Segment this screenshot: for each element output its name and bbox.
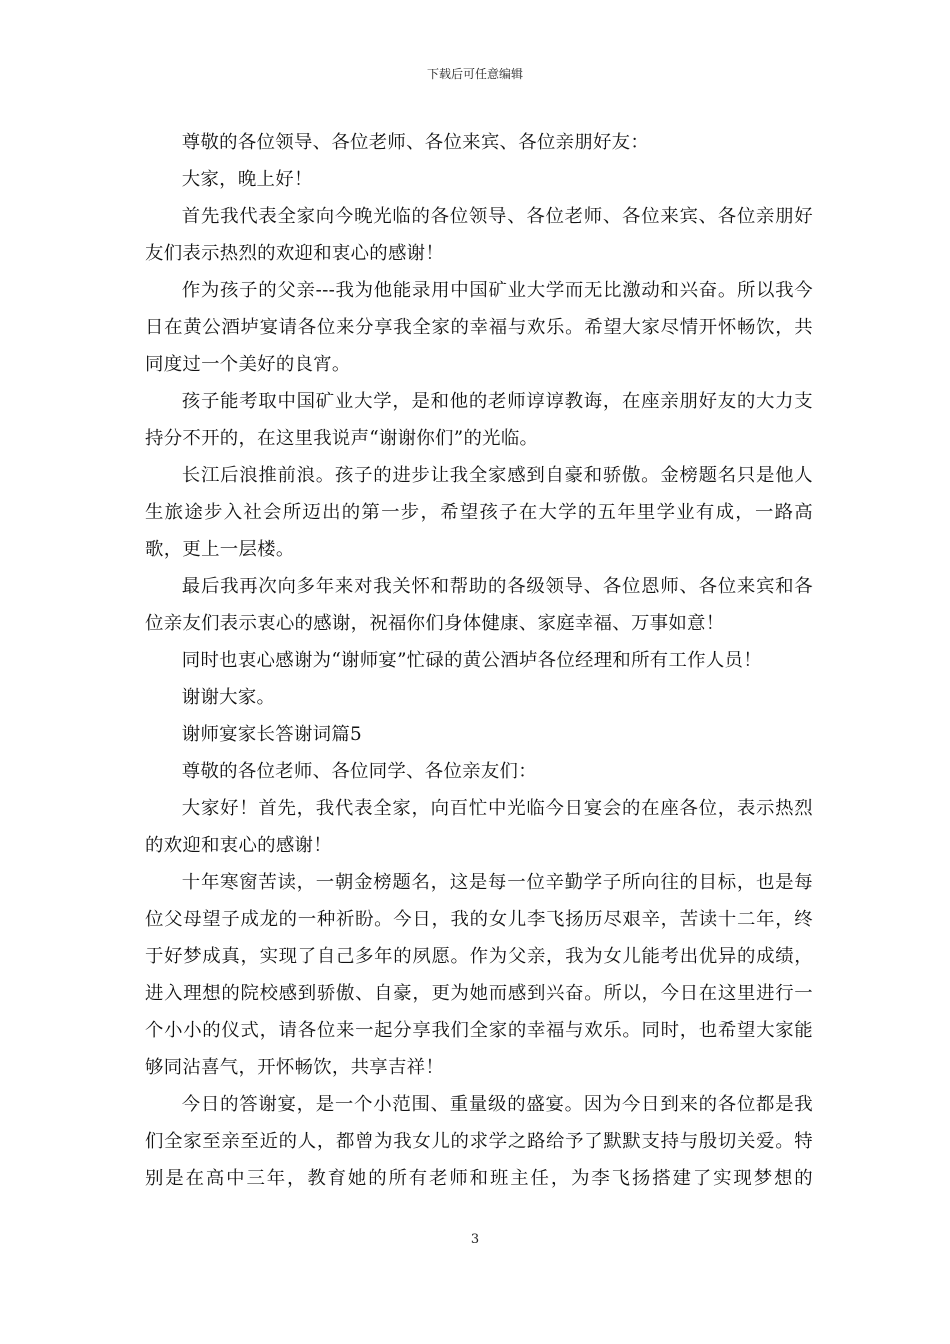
download-note-header: 下载后可任意编辑 — [426, 67, 523, 81]
closing-paragraph: 谢谢大家。 — [181, 687, 276, 708]
section-title: 谢师宴家长答谢词篇5 — [181, 724, 363, 745]
salutation-paragraph-2: 尊敬的各位老师、各位同学、各位亲友们： — [181, 761, 537, 782]
final-thanks-paragraph: 最后我再次向多年来对我关怀和帮助的各级领导、各位恩师、各位来宾和各位亲友们表示衷心的感谢，祝福你们身体健康、家庭幸福、万事如意！ — [145, 576, 813, 634]
greeting-paragraph: 大家，晚上好！ — [181, 169, 313, 190]
welcome-paragraph-2: 大家好！首先，我代表全家，向百忙中光临今日宴会的在座各位，表示热烈的欢迎和衷心的感谢！ — [145, 798, 813, 856]
progress-paragraph: 长江后浪推前浪。孩子的进步让我全家感到自豪和骄傲。金榜题名只是他人生旅途步入社会所迈出的第一步，希望孩子在大学的五年里学业有成，一路高歌，更上一层楼。 — [145, 465, 813, 560]
page-number: 3 — [470, 1232, 480, 1247]
achievement-paragraph: 十年寒窗苦读，一朝金榜题名，这是每一位辛勤学子所向往的目标，也是每位父母望子成龙的一种祈盼。今日，我的女儿李飞扬历尽艰辛，苦读十二年，终于好梦成真，实现了自己多年的夙愿。作为父亲，我为女儿能考出优异的成绩，进入理想的院校感到骄傲、自豪，更为她而感到兴奋。所以，今日在这里进行一个小小的仪式，请各位来一起分享我们全家的幸福与欢乐。同时，也希望大家能够同沾喜气，开怀畅饮，共享吉祥！ — [145, 872, 813, 1078]
banquet-paragraph: 今日的答谢宴，是一个小范围、重量级的盛宴。因为今日到来的各位都是我们全家至亲至近的人，都曾为我女儿的求学之路给予了默默支持与殷切关爱。特别是在高中三年，教育她的所有老师和班主任，为李飞扬搭建了实现梦想的 — [145, 1094, 813, 1189]
welcome-paragraph: 首先我代表全家向今晚光临的各位领导、各位老师、各位来宾、各位亲朋好友们表示热烈的欢迎和衷心的感谢！ — [145, 206, 813, 264]
salutation-paragraph: 尊敬的各位领导、各位老师、各位来宾、各位亲朋好友： — [181, 132, 650, 153]
document-body — [145, 124, 813, 1197]
teachers-thanks-paragraph: 孩子能考取中国矿业大学，是和他的老师谆谆教诲，在座亲朋好友的大力支持分不开的，在这里我说声“谢谢你们”的光临。 — [145, 391, 813, 449]
father-paragraph: 作为孩子的父亲---我为他能录用中国矿业大学而无比激动和兴奋。所以我今日在黄公酒垆宴请各位来分享我全家的幸福与欢乐。希望大家尽情开怀畅饮，共同度过一个美好的良宵。 — [145, 280, 813, 375]
staff-thanks-paragraph: 同时也衷心感谢为“谢师宴”忙碌的黄公酒垆各位经理和所有工作人员！ — [181, 650, 762, 671]
